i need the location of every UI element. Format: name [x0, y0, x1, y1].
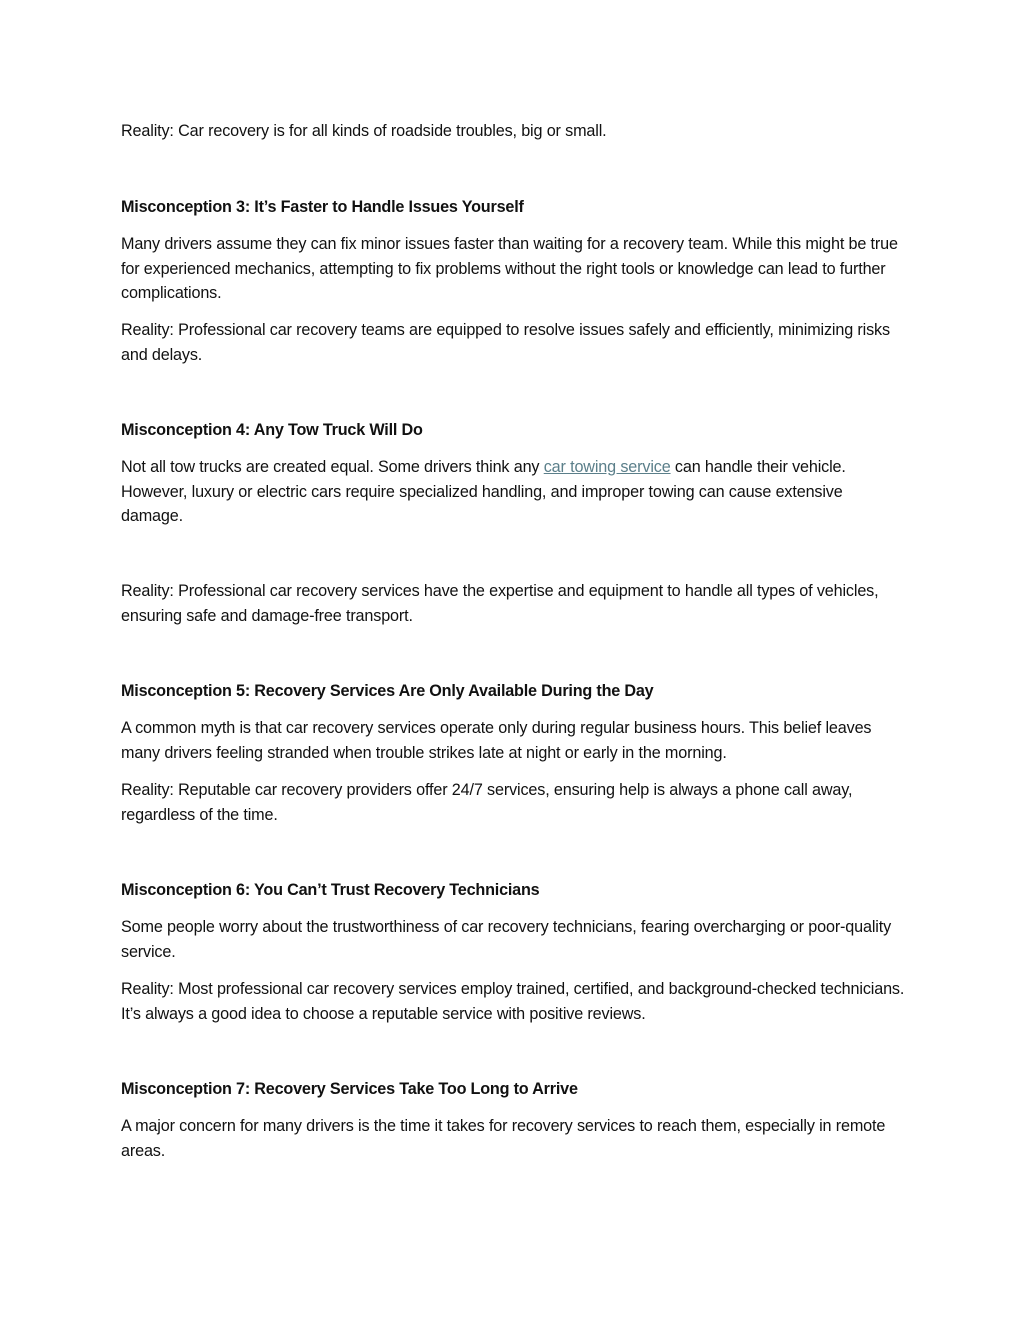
misconception-4-heading: Misconception 4: Any Tow Truck Will Do: [121, 421, 423, 439]
misconception-4-body: [121, 455, 906, 529]
misconception-4-reality: Reality: Professional car recovery services have the expertise and equipment to handle all types of vehicles, ensuring safe and damage-free transport.: [121, 582, 879, 625]
misconception-3-body: Many drivers assume they can fix minor issues faster than waiting for a recovery team. While this might be true for experienced mechanics, attempting to fix problems without the right tools or knowledge can lead to further complications.: [121, 235, 898, 302]
misconception-6-heading: Misconception 6: You Can’t Trust Recovery Technicians: [121, 881, 540, 899]
misconception-3-heading: Misconception 3: It’s Faster to Handle Issues Yourself: [121, 198, 524, 216]
intro-reality-paragraph: Reality: Car recovery is for all kinds of roadside troubles, big or small.: [121, 122, 607, 140]
misconception-5-body: A common myth is that car recovery services operate only during regular business hours. This belief leaves many drivers feeling stranded when trouble strikes late at night or early in the morning.: [121, 719, 872, 762]
misconception-3-reality: Reality: Professional car recovery teams are equipped to resolve issues safely and efficiently, minimizing risks and delays.: [121, 321, 890, 364]
misconception-6-reality: Reality: Most professional car recovery services employ trained, certified, and background-checked technicians. It’s always a good idea to choose a reputable service with positive reviews.: [121, 980, 905, 1023]
misconception-4-body-end: can handle their vehicle. However, luxury or electric cars require specialized handling, and improper towing can cause extensive damage.: [121, 458, 846, 525]
misconception-5-reality: Reality: Reputable car recovery providers offer 24/7 services, ensuring help is always a phone call away, regardless of the time.: [121, 781, 853, 824]
misconception-7-body: A major concern for many drivers is the time it takes for recovery services to reach them, especially in remote areas.: [121, 1117, 886, 1160]
misconception-5-heading: Misconception 5: Recovery Services Are Only Available During the Day: [121, 682, 654, 700]
misconception-6-body: Some people worry about the trustworthiness of car recovery technicians, fearing overcharging or poor-quality service.: [121, 918, 892, 961]
misconception-4-body-start: Not all tow trucks are created equal. Some drivers think any: [121, 458, 544, 476]
car-towing-service-link[interactable]: car towing service: [543, 458, 671, 476]
misconception-7-heading: Misconception 7: Recovery Services Take Too Long to Arrive: [121, 1080, 578, 1098]
